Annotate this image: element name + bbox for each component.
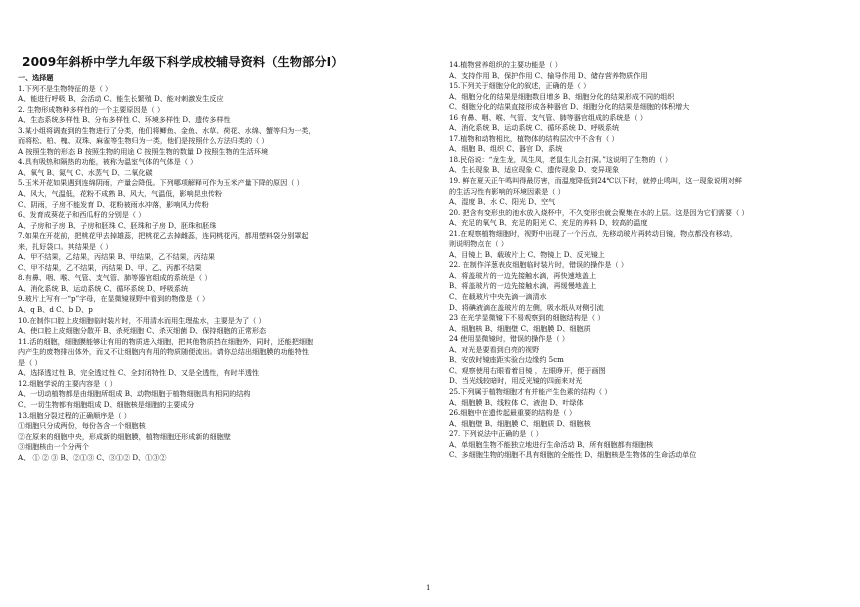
text-line: 27. 下列说法中正确的是（ ） (449, 429, 543, 439)
text-line: 则说明物点在（ ） (449, 239, 509, 249)
text-line: A、选择透过性 B、完全透过性 C、全封闭特性 D、又是全透性，有时半透性 (18, 368, 260, 378)
text-line: A、能进行呼吸 B、会活动 C、能生长繁殖 D、能对刺激发生反应 (18, 94, 224, 104)
text-line: 24 使用显微镜时，错误的操作是（ ） (449, 334, 569, 344)
text-line: D、将碘液滴在盖玻片的左侧，吸水纸从对侧引流 (449, 302, 604, 312)
text-line: A、单细胞生物不能独立地进行生命活动 B、所有细胞都有细胞核 (449, 439, 654, 449)
text-line: A、消化系统 B、运动系统 C、循环系统 D、呼吸系统 (449, 123, 620, 133)
text-line: 15.下列关于细胞分化的叙述，正确的是（ ） (449, 81, 591, 91)
text-line: 22. 在制作洋葱表皮细胞临时装片时，错误的操作是（ ） (449, 260, 628, 270)
text-line: C、多细胞生物的细胞不具有细胞的全能性 D、细胞核是生物体的生命活动单位 (449, 450, 697, 460)
text-line: A、子房和子房 B、子房和胚珠 C、胚珠和子房 D、胚珠和胚珠 (18, 220, 217, 230)
text-line: C、细胞分化的结果直接形成各种器官 D、细胞分化的结果是细胞的体积增大 (449, 102, 690, 112)
text-line: 19. 鲜在夏天正午鸣叫得最厉害，而温度降低到24℃以下时，就停止鸣叫，这一现象说明对鲜 (449, 176, 742, 186)
page-number: 1 (426, 584, 431, 592)
text-line: ③细胞核由一个分两个 (18, 442, 89, 452)
text-line: 的生活习性有影响的环境因素是（ ） (449, 186, 565, 196)
text-line: 12.细胞学说的主要内容是（ ） (18, 378, 117, 388)
text-line: A、湿度 B、水 C、阳光 D、空气 (449, 197, 556, 207)
text-line: A、生态系统多样性 B、分布多样性 C、环境多样性 D、遗传多样性 (18, 115, 231, 125)
text-line: 8.有鼻、咽、喉、气管、支气管、肺等器官组成的系统是（ ） (18, 273, 212, 283)
text-line: 7.如果在开花前，把桃花甲去掉雄蕊，把桃花乙去掉雌蕊，连同桃花丙，都用塑料袋分别罩起 (18, 231, 309, 241)
left-column (18, 73, 418, 463)
right-column (449, 60, 849, 461)
text-line: 6、发育成葵花子和西瓜籽的分别是（ ） (18, 210, 146, 220)
text-line: 20. 把含有变形虫的池水放入烧杯中，不久变形虫就会聚集在水的上层。这是因为它们需要（ ） (449, 207, 749, 217)
text-line: A、消化系统 B、运动系统 C、循环系统 D、呼吸系统 (18, 283, 189, 293)
text-line: C、观察使用右眼看着目镜 ，左眼睁开，便于画图 (449, 365, 606, 375)
text-line: C、在载玻片中央先滴一滴清水 (449, 292, 547, 302)
text-line: 而将松、柏、槐、双珠、麻雀等生物归为一类，他们是按照什么方法归类的（ ） (18, 136, 269, 146)
text-line: A、氧气 B、氮气 C、水蒸气 D、二氧化碳 (18, 167, 153, 177)
text-line: 10.在制作口腔上皮细胞临时装片时，不用清水而用生理盐水，主要是为了（ ） (18, 315, 266, 325)
text-line: B、将盖玻片的一边先接触水滴，再缓慢地盖上 (449, 281, 597, 291)
text-line: C、甲不结果，乙不结果，丙结果 D、甲、乙、丙都不结果 (18, 262, 202, 272)
text-line: D、当光线较暗时，用反光镜的四面来对光 (449, 376, 583, 386)
text-line: A、细胞核 B、细胞壁 C、细胞膜 D、细胞质 (449, 323, 591, 333)
text-line: 13.细胞分裂过程的正确顺序是（ ） (18, 410, 131, 420)
text-line: 内产生的废物排出体外，而又不让细胞内有用的物质随便流出。请你总结出细胞膜的功能特性 (18, 347, 309, 357)
text-line: A、甲不结果，乙结果，丙结果 B、甲结果，乙不结果，丙结果 (18, 252, 216, 262)
text-line: A、一切动植物都是由细胞所组成 B、动物细胞于植物细胞具有相同的结构 (18, 389, 251, 399)
text-line: B、安放时镜座距实验台边缘约 5cm (449, 355, 564, 365)
text-line: 来，扎好袋口。其结果是（ ） (18, 241, 113, 251)
text-line: 26.细胞中在遗传起最重要的结构是（ ） (449, 408, 577, 418)
text-line: A、细胞壁 B、细胞膜 C、细胞质 D、细胞核 (449, 418, 591, 428)
text-line: 17.植物和动物相比，植物体的结构层次中不含有（ ） (449, 133, 619, 143)
text-line: A、风大，气温低，花粉不成熟 B、风大，气温低，影响昆虫传粉 (18, 189, 223, 199)
text-line: 18.民俗说：“龙生龙，凤生凤，老鼠生儿会打洞。”这说明了生物的（ ） (449, 154, 672, 164)
text-line: 5.玉米开花如果遇到连绵阴雨，产量会降低。下列哪项解释可作为玉米产量下降的原因（ ） (18, 178, 304, 188)
text-line: 14.植物营养组织的主要功能是（ ） (449, 60, 562, 69)
text-line: A、 ① ② ③ B、②①③ C、③①② D、①③② (18, 452, 167, 462)
document-title: 2009年斜桥中学九年级下科学成校辅导资料（生物部分Ⅰ） (22, 55, 344, 69)
text-line: 25.下列属于植物细胞才有并能产生色素的结构（ ） (449, 386, 612, 396)
text-line: A 按照生物的形态 B 按照生物的用途 C 按照生物的数量 D 按照生物的生活环境 (18, 146, 269, 156)
text-line: 1.下列不是生物特征的是（ ） (18, 83, 113, 93)
text-line: 16 有鼻、咽、喉、气管、支气管、肺等器官组成的系统是（ ） (449, 112, 647, 122)
text-line: ①细胞只分成两份，每份各含一个细胞核 (18, 421, 146, 431)
text-line: C、阴雨，子房不能发育 D、花粉被雨水冲落，影响风力传粉 (18, 199, 209, 209)
text-line: A、生长现象 B、适应现象 C、遗传现象 D、变异现象 (449, 165, 620, 175)
text-line: ②在原来的细胞中央，形成新的细胞膜，植物细胞还形成新的细胞壁 (18, 431, 231, 441)
text-line: A、支持作用 B、保护作用 C、输导作用 D、储存营养物质作用 (449, 70, 648, 80)
text-line: A、充足的氧气 B、充足的阳光 C、充足的养料 D、较高的温度 (449, 218, 648, 228)
text-line: A、使口腔上皮细胞分散开 B、杀死细胞 C、杀灭细菌 D、保持细胞的正常形态 (18, 326, 267, 336)
text-line: 23 在光学显微镜下不易观察到的细胞结构是（ ） (449, 313, 605, 323)
text-line: A、细胞 B、组织 C、器官 D、系统 (449, 144, 563, 154)
text-line: 21.在观察植物细胞时，视野中出现了一个污点，先移动玻片再转动目镜，物点都没有移动， (449, 228, 737, 238)
text-line: 4.具有吸热和隔热的功能，被称为温室气体的气体是（ ） (18, 157, 198, 167)
text-line: A、对光是要看到白亮的视野 (449, 344, 540, 354)
text-line: C、一切生物都有细胞组成 D、细胞核是细胞的主要成分 (18, 399, 195, 409)
text-line: 一、选择题 (18, 73, 54, 82)
text-line: 11.活的细胞，细胞膜能够让有用的物质进入细胞，把其他物质挡在细胞外，同时，还能把细胞 (18, 336, 314, 346)
text-line: A、q B、d C、b D、p (18, 305, 93, 315)
text-line: A、细胞分化的结果是细胞数目增多 B、细胞分化的结果形成不同的组织 (449, 91, 675, 101)
text-line: 2. 生物形成物种多样性的一个主要原因是（ ） (18, 104, 165, 114)
text-line: 3.某小组将调查到的生物进行了分类，他们将鲫鱼、金鱼、水草、荷花、水绵、蟹等归为一类， (18, 125, 316, 135)
text-line: A、将盖玻片的一边先接触水滴，再快速地盖上 (449, 270, 596, 280)
text-line: A、目镜上 B、载玻片上 C、物镜上 D、反光镜上 (449, 249, 605, 259)
text-line: 是（ ） (18, 357, 42, 367)
text-line: A、细胞膜 B、线粒体 C、液泡 D、叶绿体 (449, 397, 584, 407)
text-line: 9.玻片上写有一“p”字母，在显微镜视野中看到的物像是（ ） (18, 294, 210, 304)
